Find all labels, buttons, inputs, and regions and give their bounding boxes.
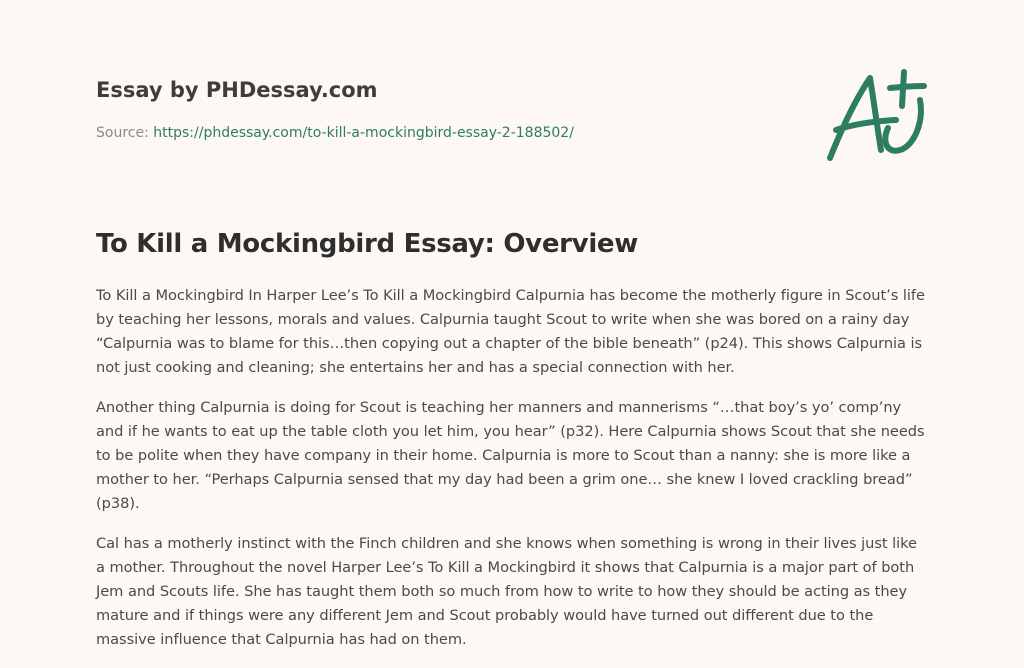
- source-link[interactable]: https://phdessay.com/to-kill-a-mockingbird-essay-2-188502/: [153, 125, 574, 141]
- paragraph: Another thing Calpurnia is doing for Scout is teaching her manners and mannerisms “…that boy’s yo’ comp’ny and if he wants to eat up the table cloth you let him, you hear” (p32). Here Calpurnia shows Scout that she needs to be polite when they have company in their home. Calpurnia is more to Scout than a nanny: she is more like a mother to her. “Perhaps Calpurnia sensed that my day had been a grim one… she knew I loved crackling bread” (p38).: [96, 399, 925, 512]
- letter-a-stroke: [830, 78, 881, 158]
- paragraph: To Kill a Mockingbird In Harper Lee’s To Kill a Mockingbird Calpurnia has become the motherly figure in Scout’s life by teaching her lessons, morals and values. Calpurnia taught Scout to write when she was bored on a rainy day “Calpurnia was to blame for this…then copying out a chapter of the bible beneath” (p24). This shows Calpurnia is not just cooking and cleaning; she entertains her and has a special connection with her.: [96, 287, 925, 376]
- paragraph: Cal has a motherly instinct with the Finch children and she knows when something is wrong in their lives just like a mother. Throughout the novel Harper Lee’s To Kill a Mockingbird it shows that Calpurnia is a major part of both Jem and Scouts life. She has taught them both so much from how to write to how they should be acting as they mature and if things were any different Jem and Scout probably would have turned out different due to the massive influence that Calpurnia has had on them.: [96, 535, 917, 648]
- page-header: [96, 76, 736, 142]
- article-body: [96, 284, 930, 668]
- source-line: [96, 124, 736, 142]
- plus-horizontal: [890, 86, 924, 88]
- source-label: Source:: [96, 125, 149, 141]
- article-title: To Kill a Mockingbird Essay: Overview: [96, 229, 638, 259]
- a-plus-grade-logo: [820, 66, 930, 166]
- site-brand: Essay by PHDessay.com: [96, 78, 378, 102]
